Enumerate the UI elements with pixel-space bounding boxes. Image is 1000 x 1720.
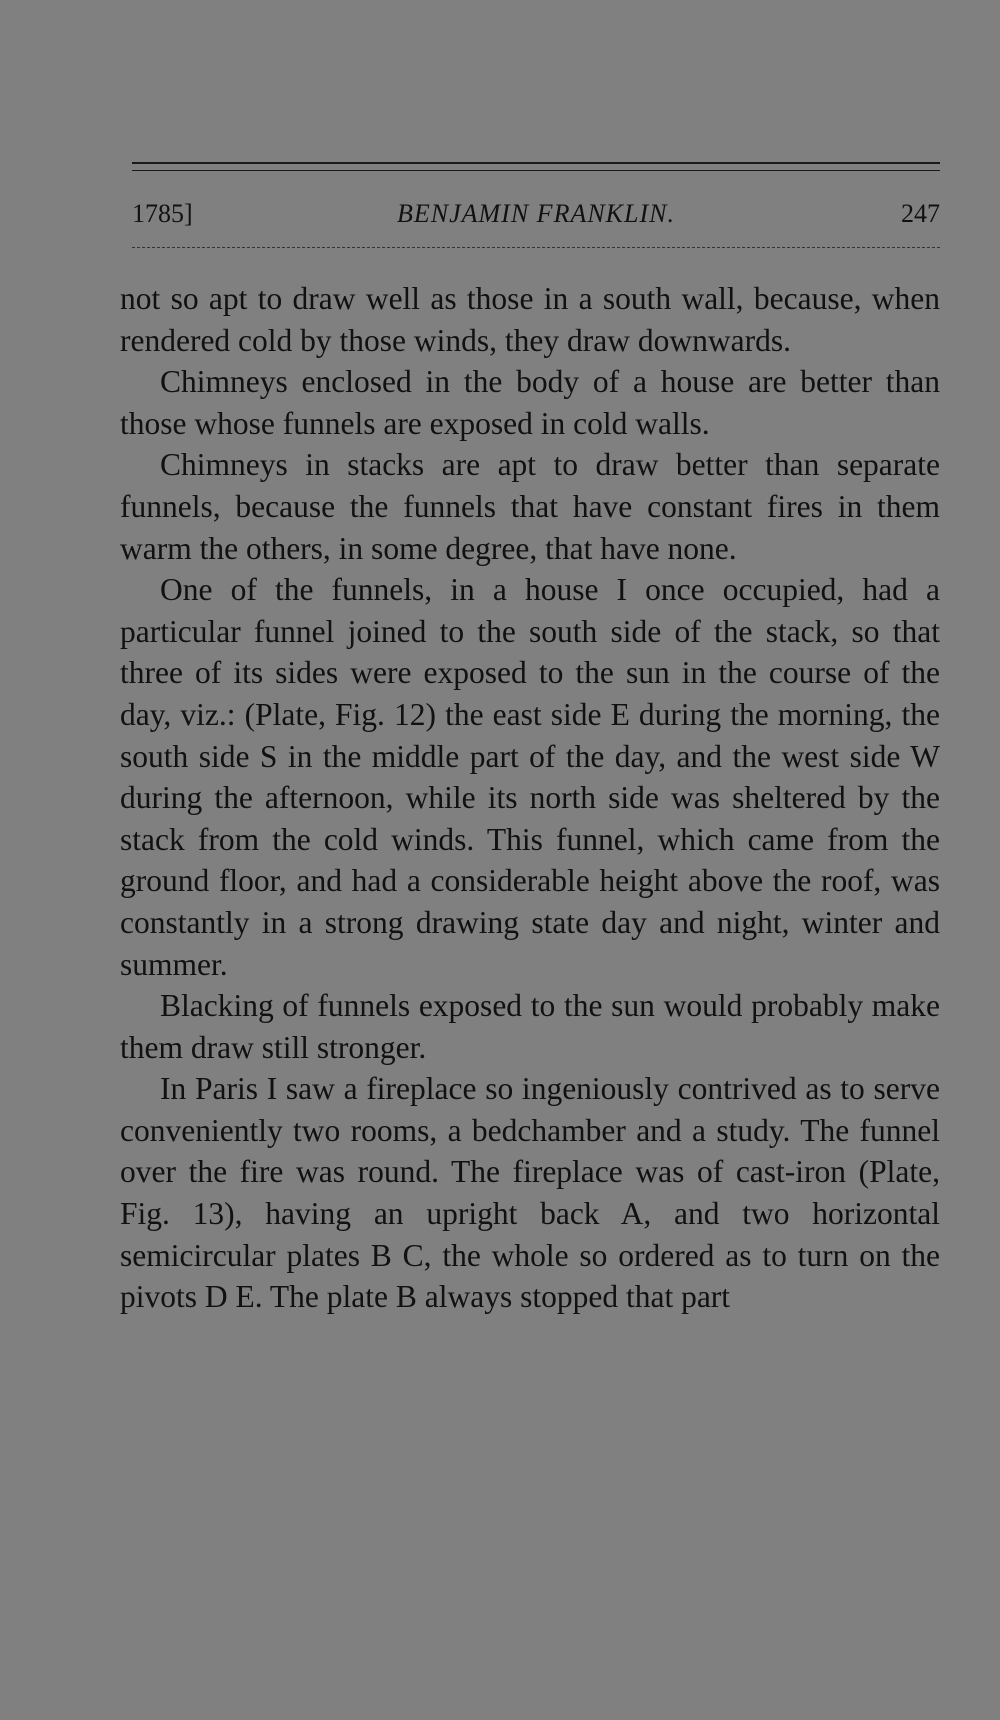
paragraph-paris-fireplace: In Paris I saw a fireplace so ingeniously contrived as to serve conveniently two rooms, a bedchamber and a study. The funnel over the fire was round. The fireplace was of cast-iron (Plate, Fig. 13), having an upright back A, and two horizontal semicircular plates B C, the whole so ordered as to turn on the pivots D E. The plate B always stopped that part	[120, 1071, 940, 1315]
paragraph-chimneys-stacks: Chimneys in stacks are apt to draw better than separate funnels, because the funnels that have constant fires in them warm the others, in some degree, that have none.	[120, 447, 940, 566]
page-number: 247	[901, 199, 940, 228]
header-title: BENJAMIN FRANKLIN.	[397, 199, 675, 228]
top-rule-thin	[132, 170, 940, 171]
paragraph-continued: not so apt to draw well as those in a south wall, because, when rendered cold by those winds, they draw downwards.	[120, 281, 940, 358]
running-header	[132, 194, 940, 234]
top-rule	[132, 162, 940, 164]
paragraph-chimneys-enclosed: Chimneys enclosed in the body of a house are better than those whose funnels are exposed in cold walls.	[120, 364, 940, 441]
header-year: 1785]	[132, 199, 193, 228]
paragraph-blacking: Blacking of funnels exposed to the sun would probably make them draw still stronger.	[120, 988, 940, 1065]
paragraph-funnel-south-side: One of the funnels, in a house I once occupied, had a particular funnel joined to the south side of the stack, so that three of its sides were exposed to the sun in the course of the day, viz.: (Plate, Fig. 12) the east side E during the morning, the south side S in the middle part of the day, and the west side W during the afternoon, while its north side was sheltered by the stack from the cold winds. This funnel, which came from the ground floor, and had a considerable height above the roof, was constantly in a strong drawing state day and night, winter and summer.	[120, 572, 940, 982]
header-rule	[132, 247, 940, 248]
body-text	[120, 278, 940, 1318]
